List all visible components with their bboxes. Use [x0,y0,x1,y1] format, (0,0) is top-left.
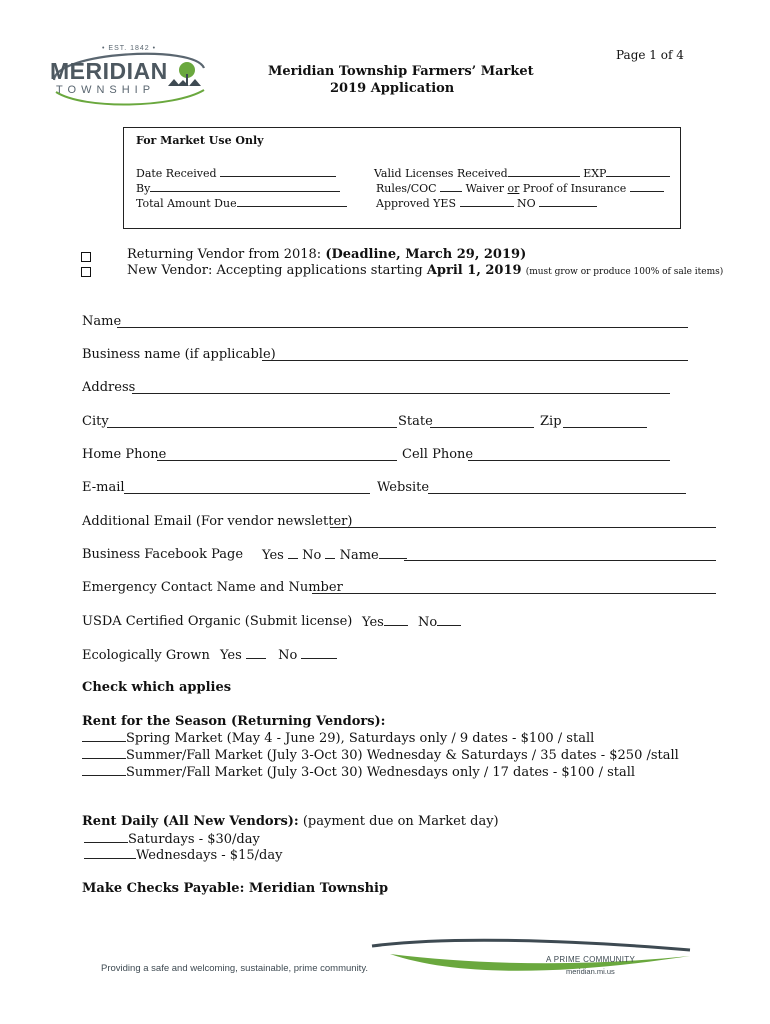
daily-note: (payment due on Market day) [298,814,499,829]
date-received-row [136,165,336,180]
zip-field[interactable] [563,427,647,428]
address-field[interactable] [132,393,670,394]
logo-township: TOWNSHIP [56,84,156,96]
facebook-no-line[interactable] [325,547,335,559]
by-line[interactable] [150,180,340,192]
daily-item-1 [84,831,260,847]
rules-label: Rules/COC [376,182,437,195]
eco-no-line[interactable] [301,647,337,659]
new-vendor-row [127,263,723,278]
additional-email-field[interactable] [330,527,716,528]
emergency-field[interactable] [312,593,716,594]
footer-prime: A PRIME COMMUNITY [546,955,636,964]
approved-row [376,195,597,210]
proof-insurance-label: Proof of Insurance [522,182,627,195]
waiver-label: Waiver [465,182,505,195]
by-row [136,180,340,195]
daily-item-2 [84,847,282,863]
facebook-no-label: No [302,548,322,563]
rules-line[interactable] [440,180,462,192]
footer-tagline: Providing a safe and welcoming, sustainable, prime community. [101,963,369,974]
website-label: Website [377,480,430,495]
home-phone-label: Home Phone [82,447,167,462]
website-field[interactable] [428,493,686,494]
usda-yes-line[interactable] [384,614,408,626]
rules-row [376,180,664,195]
footer-url: meridian.mi.us [566,967,615,976]
daily-heading: Rent Daily (All New Vendors): [82,814,299,829]
emergency-label: Emergency Contact Name and Number [82,580,343,595]
licenses-row [374,165,670,180]
office-box-heading: For Market Use Only [136,134,264,147]
address-label: Address [82,380,136,395]
usda-yes-label: Yes [362,615,384,630]
email-label: E-mail [82,480,125,495]
season-item-1-line[interactable] [82,730,126,742]
season-item-2-label: Summer/Fall Market (July 3-Oct 30) Wednesday & Saturdays / 35 dates - $250 /stall [126,748,679,763]
state-field[interactable] [430,427,534,428]
returning-deadline: (Deadline, March 29, 2019) [325,247,527,262]
facebook-yes-line[interactable] [288,547,298,559]
email-field[interactable] [124,493,370,494]
eco-label: Ecologically Grown [82,648,210,663]
daily-item-1-line[interactable] [84,831,128,843]
daily-heading-row [82,814,499,829]
or-label: or [507,182,520,195]
daily-item-2-label: Wednesdays - $15/day [136,848,283,863]
season-item-1 [82,730,594,746]
new-vendor-note: (must grow or produce 100% of sale items) [525,267,724,277]
date-received-line[interactable] [220,165,336,177]
season-item-1-label: Spring Market (May 4 - June 29), Saturdays only / 9 dates - $100 / stall [126,731,595,746]
additional-email-label: Additional Email (For vendor newsletter) [82,514,353,529]
eco-row [82,647,337,663]
daily-item-1-label: Saturdays - $30/day [128,832,260,847]
check-heading: Check which applies [82,680,232,695]
usda-label: USDA Certified Organic (Submit license) [82,614,353,629]
business-name-label: Business name (if applicable) [82,347,276,362]
zip-label: Zip [540,414,562,429]
approved-no-label: NO [517,197,536,210]
licenses-label: Valid Licenses Received [374,167,508,180]
cell-phone-field[interactable] [468,460,670,461]
page-number: Page 1 of 4 [616,48,684,62]
new-vendor-label: New Vendor: Accepting applications starting [127,263,427,278]
returning-vendor-label: Returning Vendor from 2018: [127,247,326,262]
city-field[interactable] [107,427,397,428]
document-subtitle: 2019 Application [330,81,455,96]
name-label: Name [82,314,122,329]
usda-options [362,614,461,630]
usda-no-line[interactable] [437,614,461,626]
licenses-line[interactable] [508,165,580,177]
facebook-name-label: Name [339,548,379,563]
checks-payable: Make Checks Payable: Meridian Township [82,881,389,896]
cell-phone-label: Cell Phone [402,447,474,462]
returning-vendor-row [127,247,526,262]
proof-insurance-line[interactable] [630,180,664,192]
approved-yes-line[interactable] [460,195,514,207]
new-vendor-date: April 1, 2019 [426,263,522,278]
facebook-name-line[interactable] [379,547,407,559]
township-logo [44,40,212,112]
season-item-2 [82,747,679,763]
facebook-yes-label: Yes [262,548,284,563]
city-label: City [82,414,109,429]
returning-vendor-checkbox[interactable] [81,252,91,262]
season-item-3-label: Summer/Fall Market (July 3-Oct 30) Wednesdays only / 17 dates - $100 / stall [126,765,636,780]
facebook-label: Business Facebook Page [82,547,244,562]
business-name-field[interactable] [262,360,688,361]
logo-meridian: MERIDIAN [50,58,168,84]
approved-no-line[interactable] [539,195,597,207]
exp-label: EXP [583,167,607,180]
exp-line[interactable] [606,165,670,177]
document-title: Meridian Township Farmers’ Market [268,64,534,79]
season-item-3 [82,764,635,780]
state-label: State [398,414,433,429]
facebook-name-field[interactable] [404,560,716,561]
season-item-3-line[interactable] [82,764,126,776]
footer-swoosh-graphic [370,936,700,980]
facebook-options [262,547,407,563]
by-label: By [136,182,151,195]
approved-yes-label: Approved YES [376,197,456,210]
season-item-2-line[interactable] [82,747,126,759]
total-due-row [136,195,347,210]
name-field[interactable] [117,327,688,328]
total-due-line[interactable] [237,195,347,207]
home-phone-field[interactable] [157,460,397,461]
date-received-label: Date Received [136,167,217,180]
eco-no-label: No [278,648,298,663]
daily-item-2-line[interactable] [84,847,136,859]
usda-no-label: No [417,615,438,630]
market-use-only-box [123,127,681,229]
season-heading: Rent for the Season (Returning Vendors): [82,714,386,729]
eco-yes-label: Yes [219,648,242,663]
new-vendor-checkbox[interactable] [81,267,91,277]
logo-est: • EST. 1842 • [102,45,157,52]
total-due-label: Total Amount Due [136,197,237,210]
eco-yes-line[interactable] [246,647,266,659]
